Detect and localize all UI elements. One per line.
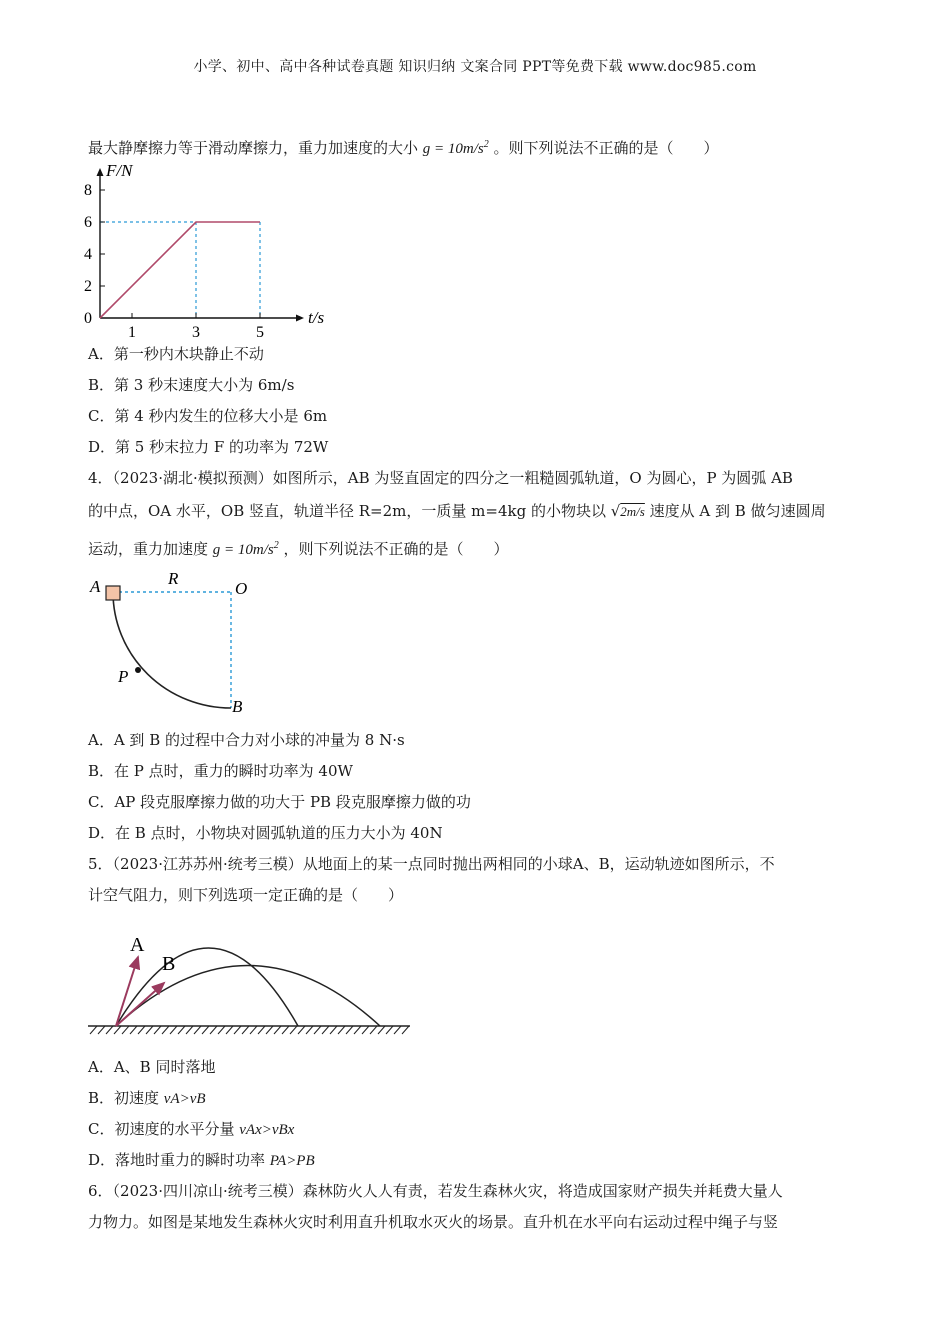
point-p-dot — [135, 667, 141, 673]
q4-line2-post: 速度从 A 到 B 做匀速圆周 — [649, 502, 826, 520]
hatch-mark — [122, 1026, 129, 1034]
page-header: 小学、初中、高中各种试卷真题 知识归纳 文案合同 PPT等免费下载 www.doc985.com — [193, 59, 757, 75]
hatch-mark — [146, 1026, 153, 1034]
q5-opt-d-expr: PA>PB — [269, 1153, 315, 1169]
q5-option-b — [88, 1088, 206, 1109]
hatch-mark — [298, 1026, 305, 1034]
hatch-mark — [218, 1026, 225, 1034]
hatch-mark — [362, 1026, 369, 1034]
q4-stem-line2 — [88, 501, 826, 522]
hatch-mark — [154, 1026, 161, 1034]
hatch-mark — [186, 1026, 193, 1034]
hatch-mark — [210, 1026, 217, 1034]
q4-option-a: A．A 到 B 的过程中合力对小球的冲量为 8 N·s — [88, 731, 405, 749]
hatch-mark — [322, 1026, 329, 1034]
hatch-mark — [114, 1026, 121, 1034]
hatch-mark — [98, 1026, 105, 1034]
q3-option-b: B．第 3 秒末速度大小为 6m/s — [88, 376, 295, 394]
q5-opt-d-pre: D．落地时重力的瞬时功率 — [88, 1151, 270, 1169]
q5-stem-line1: 5．（2023·江苏苏州·统考三模）从地面上的某一点同时抛出两相同的小球A、B，运动轨迹如图所示，不 — [88, 855, 775, 873]
q4-option-c: C．AP 段克服摩擦力做的功大于 PB 段克服摩擦力做的功 — [88, 793, 471, 811]
y-tick-label-4: 4 — [84, 246, 92, 263]
q4-stem-line1: 4．（2023·湖北·模拟预测）如图所示，AB 为竖直固定的四分之一粗糙圆弧轨道，O 为圆心，P 为圆弧 AB — [88, 469, 793, 487]
label-ball-b: B — [162, 953, 176, 975]
hatch-mark — [282, 1026, 289, 1034]
label-o: O — [235, 579, 248, 598]
x-axis-label: t/s — [308, 308, 325, 327]
hatch-mark — [234, 1026, 241, 1034]
hatch-mark — [386, 1026, 393, 1034]
hatch-mark — [314, 1026, 321, 1034]
q4-option-b: B．在 P 点时，重力的瞬时功率为 40W — [88, 762, 353, 780]
quarter-arc-track — [113, 592, 231, 708]
q4-line3-pre: 运动，重力加速度 — [88, 540, 209, 558]
q5-stem-line2: 计空气阻力，则下列选项一定正确的是（ ） — [88, 886, 404, 904]
x-axis-arrow-icon — [296, 315, 304, 322]
q5-opt-b-expr: vA>vB — [163, 1091, 206, 1107]
q5-opt-c-pre: C．初速度的水平分量 — [88, 1120, 240, 1138]
x-tick-label-3: 3 — [192, 324, 200, 341]
hatch-mark — [202, 1026, 209, 1034]
trajectory-a — [116, 948, 298, 1026]
q5-option-c — [88, 1119, 294, 1140]
hatch-mark — [138, 1026, 145, 1034]
hatch-mark — [338, 1026, 345, 1034]
label-r: R — [168, 569, 179, 588]
q3-option-c: C．第 4 秒内发生的位移大小是 6m — [88, 407, 328, 425]
hatch-mark — [266, 1026, 273, 1034]
hatch-mark — [370, 1026, 377, 1034]
ground-hatching — [90, 1026, 409, 1034]
q4-g-sup: 2 — [273, 540, 279, 551]
label-ball-a: A — [130, 934, 145, 956]
y-axis-label: F/N — [106, 161, 133, 180]
x-tick-label-5: 5 — [256, 324, 264, 341]
projectile-figure — [88, 905, 418, 1040]
y-tick-label-2: 2 — [84, 278, 92, 295]
q5-option-a: A．A、B 同时落地 — [88, 1058, 216, 1076]
y-tick-label-8: 8 — [84, 182, 92, 199]
hatch-mark — [130, 1026, 137, 1034]
q4-g-formula: g = 10m/s — [212, 542, 274, 558]
q4-option-d: D．在 B 点时，小物块对圆弧轨道的压力大小为 40N — [88, 824, 443, 842]
q3-option-a: A．第一秒内木块静止不动 — [88, 345, 264, 363]
hatch-mark — [354, 1026, 361, 1034]
q3-stem-post: 。则下列说法不正确的是（ ） — [493, 139, 719, 157]
hatch-mark — [106, 1026, 113, 1034]
hatch-mark — [178, 1026, 185, 1034]
q4-line3-post: ，则下列说法不正确的是（ ） — [283, 540, 509, 558]
sqrt-icon: √ — [610, 502, 621, 520]
q3-g-formula: g = 10m/s — [422, 141, 484, 157]
q5-opt-b-pre: B．初速度 — [88, 1089, 164, 1107]
q4-line2-pre: 的中点，OA 水平，OB 竖直，轨道半径 R=2m，一质量 m=4kg 的小物块以 — [88, 502, 606, 520]
block-icon — [106, 586, 120, 600]
series-f-line — [100, 222, 260, 318]
x-tick-label-1: 1 — [128, 324, 136, 341]
q5-opt-c-expr: vAx>vBx — [239, 1122, 295, 1138]
hatch-mark — [250, 1026, 257, 1034]
y-tick-label-6: 6 — [84, 214, 92, 231]
hatch-mark — [306, 1026, 313, 1034]
q3-option-d: D．第 5 秒末拉力 F 的功率为 72W — [88, 438, 329, 456]
q3-g-sup: 2 — [483, 139, 489, 150]
hatch-mark — [274, 1026, 281, 1034]
force-time-chart — [80, 161, 340, 341]
hatch-mark — [90, 1026, 97, 1034]
q3-stem-pre: 最大静摩擦力等于滑动摩擦力，重力加速度的大小 — [88, 139, 419, 157]
hatch-mark — [402, 1026, 409, 1034]
q3-stem — [88, 135, 719, 159]
q6-stem-line1: 6．（2023·四川凉山·统考三模）森林防火人人有责，若发生森林火灾，将造成国家财产损失并耗费大量人 — [88, 1182, 783, 1200]
hatch-mark — [194, 1026, 201, 1034]
label-b: B — [232, 697, 243, 716]
hatch-mark — [330, 1026, 337, 1034]
q6-stem-line2: 力物力。如图是某地发生森林火灾时利用直升机取水灭火的场景。直升机在水平向右运动过程中绳子与竖 — [88, 1213, 779, 1231]
hatch-mark — [258, 1026, 265, 1034]
y-axis-arrow-icon — [97, 168, 104, 176]
hatch-mark — [226, 1026, 233, 1034]
hatch-mark — [378, 1026, 385, 1034]
hatch-mark — [170, 1026, 177, 1034]
hatch-mark — [162, 1026, 169, 1034]
arc-track-figure — [88, 570, 268, 718]
label-p: P — [118, 667, 129, 686]
label-a: A — [90, 577, 101, 596]
q5-option-d — [88, 1150, 315, 1171]
hatch-mark — [394, 1026, 401, 1034]
hatch-mark — [242, 1026, 249, 1034]
hatch-mark — [346, 1026, 353, 1034]
q4-sqrt-arg: 2m/s — [620, 504, 645, 519]
y-tick-label-0: 0 — [84, 310, 92, 327]
q4-stem-line3 — [88, 536, 509, 560]
hatch-mark — [290, 1026, 297, 1034]
